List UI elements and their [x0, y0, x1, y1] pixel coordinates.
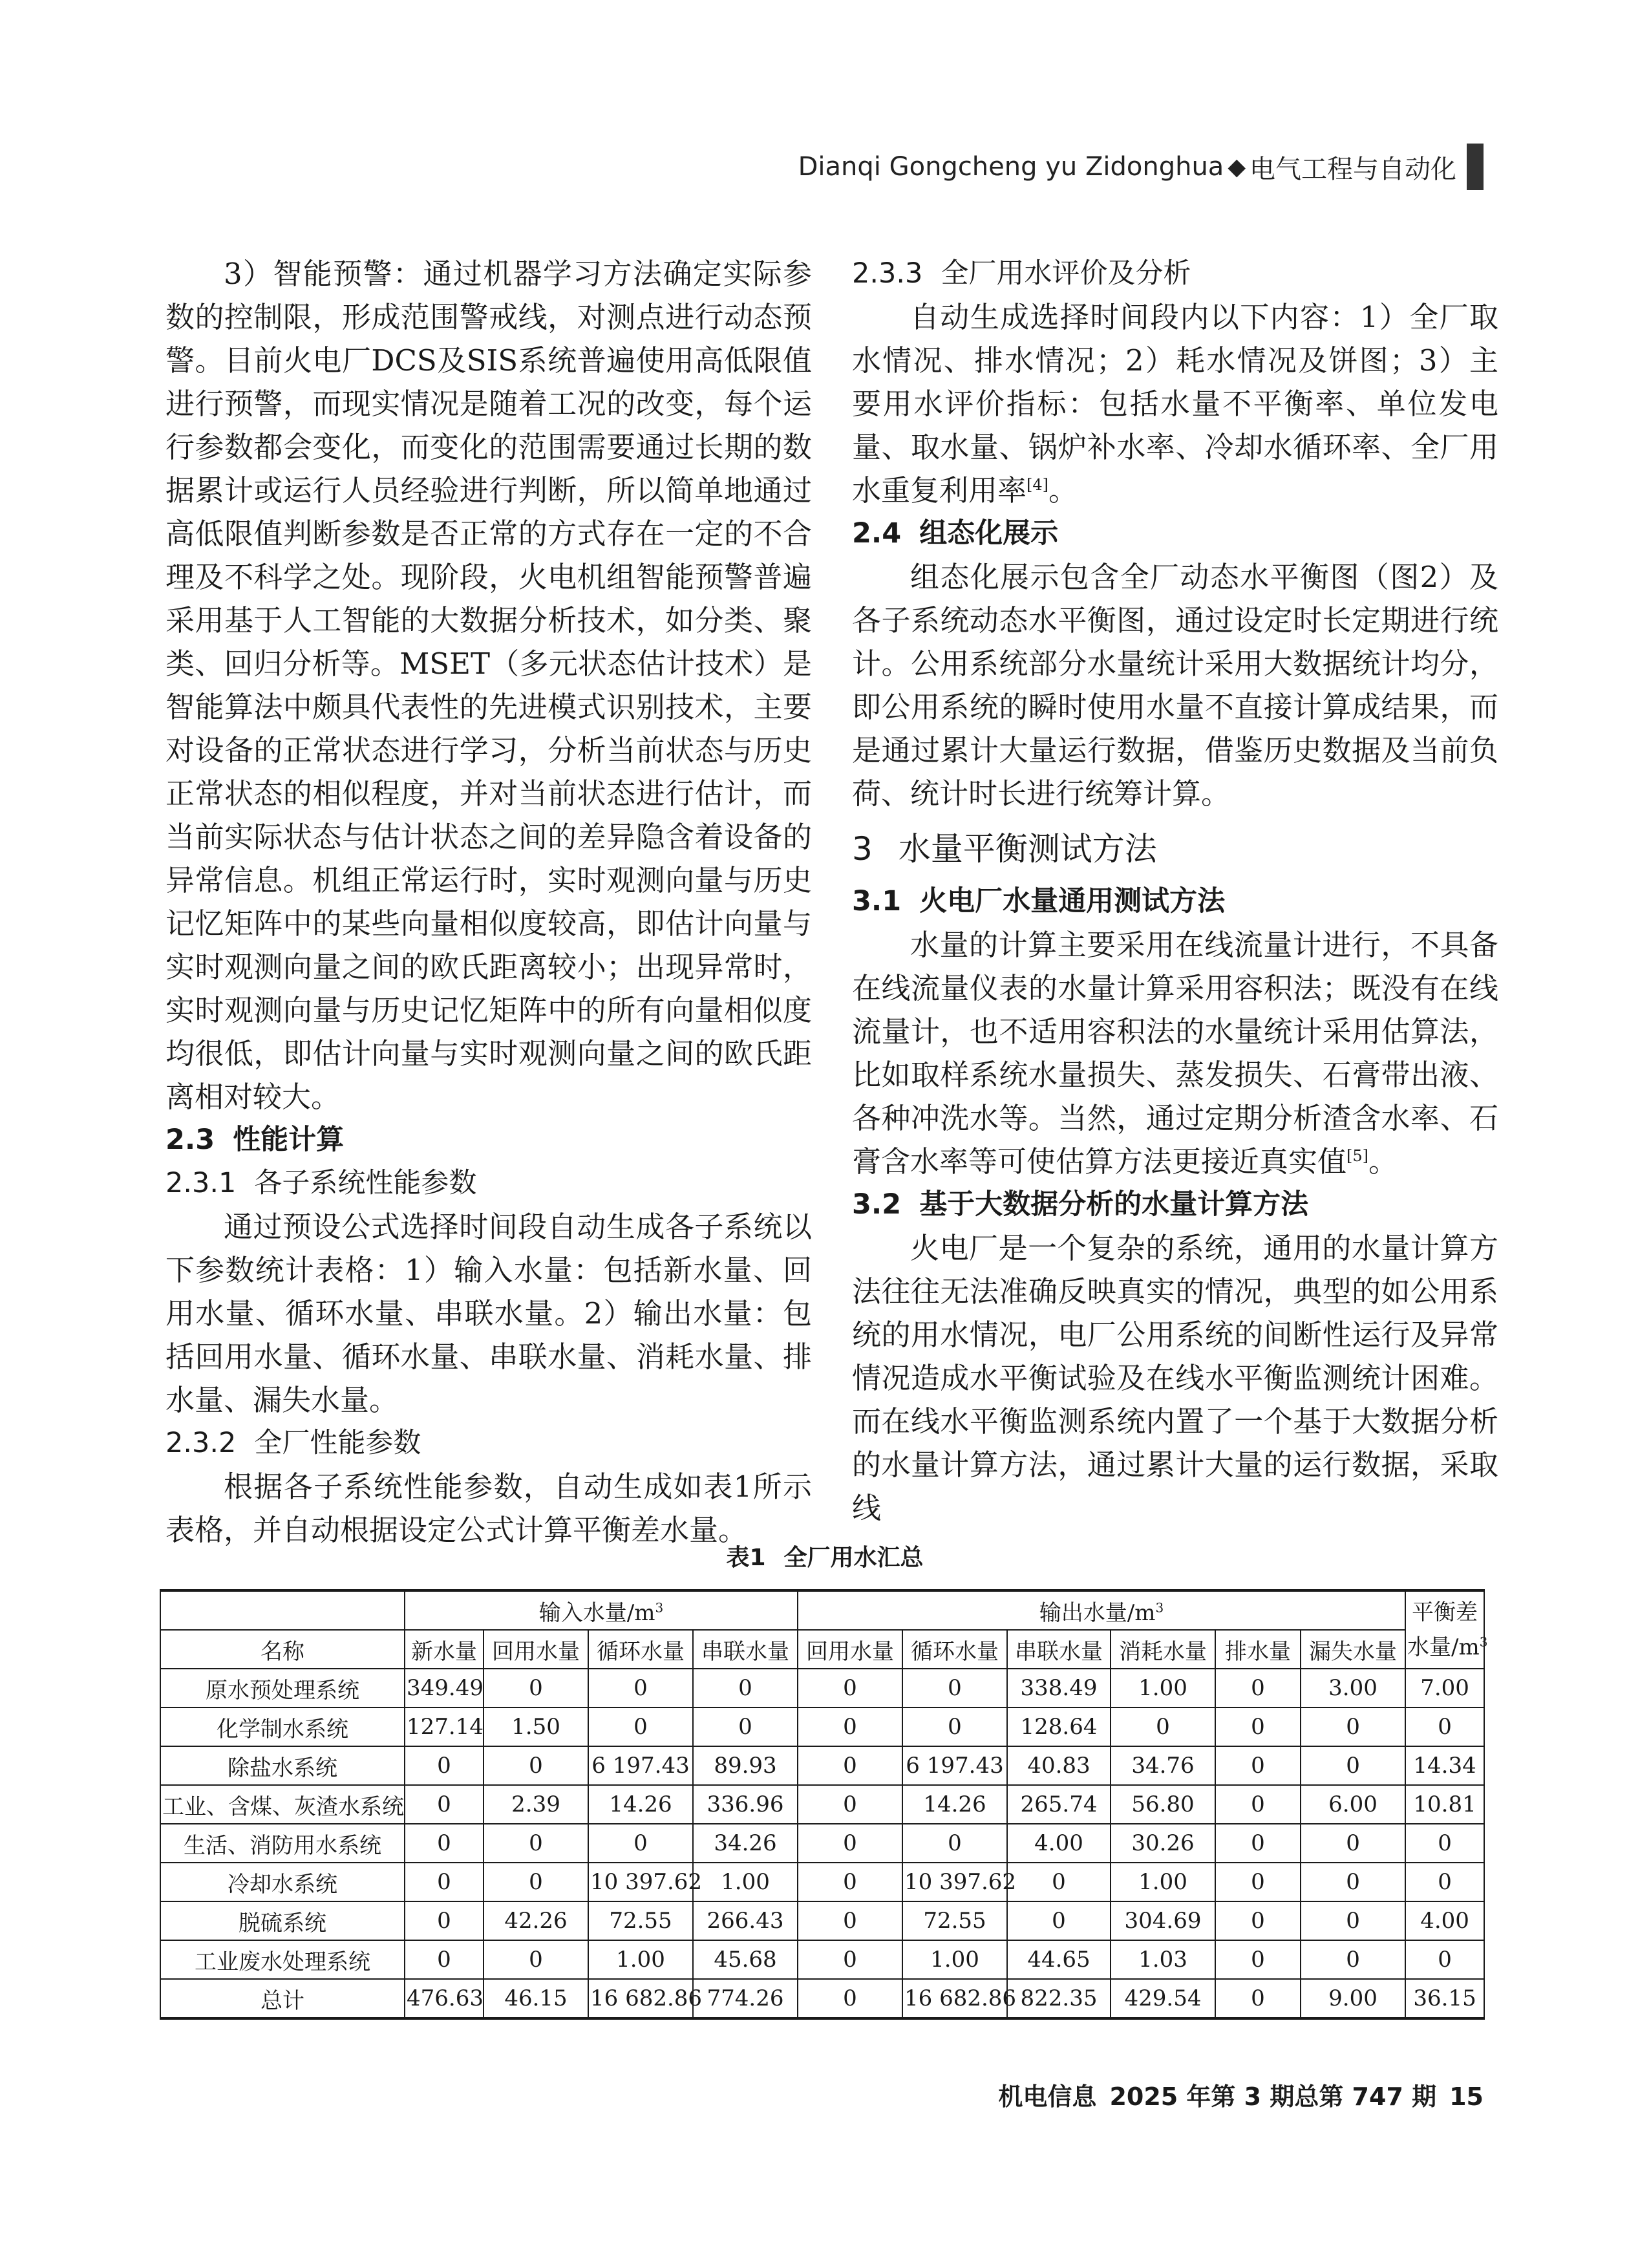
table-row — [160, 1901, 1484, 1940]
value-cell: 349.49 — [405, 1669, 484, 1707]
value-cell: 0 — [405, 1940, 484, 1979]
value-cell: 0 — [484, 1940, 588, 1979]
system-name-cell: 生活、消防用水系统 — [160, 1824, 405, 1863]
value-cell: 0 — [484, 1669, 588, 1707]
paragraph-big-data-method: 火电厂是一个复杂的系统，通用的水量计算方法往往无法准确反映真实的情况，典型的如公用系统的用水情况，电厂公用系统的间断性运行及异常情况造成水平衡试验及在线水平衡监测统计困难。而在线水平衡监测系统内置了一个基于大数据分析的水量计算方法，通过累计大量的运行数据，采取线 — [852, 1231, 1498, 1525]
section-2-3-heading — [165, 1118, 812, 1162]
value-cell: 0 — [798, 1669, 902, 1707]
value-cell: 1.00 — [588, 1940, 693, 1979]
section-title: 组态化展示 — [919, 517, 1059, 550]
value-cell: 0 — [405, 1824, 484, 1863]
value-cell: 14.26 — [588, 1785, 693, 1824]
input-group-header — [405, 1590, 798, 1630]
value-cell: 429.54 — [1111, 1979, 1215, 2018]
value-cell: 6 197.43 — [588, 1746, 693, 1785]
value-cell: 0 — [588, 1824, 693, 1863]
system-name-cell: 总计 — [160, 1979, 405, 2018]
value-cell: 0 — [693, 1669, 798, 1707]
value-cell: 0 — [798, 1785, 902, 1824]
value-cell: 10.81 — [1405, 1785, 1484, 1824]
value-cell: 266.43 — [693, 1901, 798, 1940]
system-name-cell: 原水预处理系统 — [160, 1669, 405, 1707]
paragraph-configuration-display: 组态化展示包含全厂动态水平衡图（图2）及各子系统动态水平衡图，通过设定时长定期进行统计。公用系统部分水量统计采用大数据统计均分，即公用系统的瞬时使用水量不直接计算成结果，而是通过累计大量运行数据，借鉴历史数据及当前负荷、统计时长进行统筹计算。 — [852, 560, 1498, 811]
value-cell: 0 — [484, 1746, 588, 1785]
unit-superscript: 3 — [655, 1599, 664, 1616]
paragraph-end: 。 — [1048, 473, 1078, 508]
value-cell: 0 — [902, 1824, 1007, 1863]
value-cell: 40.83 — [1007, 1746, 1111, 1785]
paragraph-general-test-method — [852, 923, 1498, 1183]
value-cell: 0 — [693, 1707, 798, 1746]
section-title: 全厂性能参数 — [254, 1427, 421, 1459]
section-2-4-heading — [852, 512, 1498, 555]
output-group-label: 输出水量/m — [1039, 1599, 1156, 1626]
value-cell: 7.00 — [1405, 1669, 1484, 1707]
running-header — [798, 144, 1484, 190]
input-column-header: 新水量 — [405, 1630, 484, 1669]
value-cell: 0 — [484, 1863, 588, 1901]
value-cell: 0 — [1007, 1863, 1111, 1901]
value-cell: 0 — [1111, 1707, 1215, 1746]
value-cell: 0 — [405, 1863, 484, 1901]
value-cell: 1.50 — [484, 1707, 588, 1746]
reference-4: [4] — [1027, 476, 1049, 494]
value-cell: 0 — [902, 1707, 1007, 1746]
value-cell: 56.80 — [1111, 1785, 1215, 1824]
unit-superscript: 3 — [1155, 1599, 1164, 1616]
value-cell: 0 — [1215, 1940, 1301, 1979]
value-cell: 336.96 — [693, 1785, 798, 1824]
section-number: 2.3.3 — [852, 257, 923, 290]
value-cell: 0 — [798, 1901, 902, 1940]
header-blank-cell — [160, 1590, 405, 1630]
system-name-cell: 工业废水处理系统 — [160, 1940, 405, 1979]
value-cell: 72.55 — [902, 1901, 1007, 1940]
section-3-2-heading — [852, 1183, 1498, 1226]
value-cell: 0 — [405, 1746, 484, 1785]
paragraph-text: 水量的计算主要采用在线流量计进行，不具备在线流量仪表的水量计算采用容积法；既没有在线流量计，也不适用容积法的水量统计采用估算法，比如取样系统水量损失、蒸发损失、石膏带出液、各种冲洗水等。当然，通过定期分析渣含水率、石膏含水率等可使估算方法更接近真实值 — [852, 928, 1498, 1179]
table-row — [160, 1940, 1484, 1979]
left-column — [165, 252, 812, 1552]
value-cell: 0 — [1215, 1863, 1301, 1901]
value-cell: 0 — [902, 1669, 1007, 1707]
value-cell: 44.65 — [1007, 1940, 1111, 1979]
section-number: 2.3 — [165, 1124, 215, 1156]
value-cell: 34.26 — [693, 1824, 798, 1863]
value-cell: 0 — [798, 1863, 902, 1901]
value-cell: 822.35 — [1007, 1979, 1111, 2018]
value-cell: 0 — [1405, 1940, 1484, 1979]
value-cell: 0 — [1301, 1901, 1405, 1940]
value-cell: 34.76 — [1111, 1746, 1215, 1785]
value-cell: 476.63 — [405, 1979, 484, 2018]
system-name-cell: 化学制水系统 — [160, 1707, 405, 1746]
diamond-icon: ◆ — [1228, 153, 1246, 180]
paragraph-subsystem-params: 通过预设公式选择时间段自动生成各子系统以下参数统计表格：1）输入水量：包括新水量、回用水量、循环水量、串联水量。2）输出水量：包括回用水量、循环水量、串联水量、消耗水量、排水量、漏失水量。 — [165, 1210, 812, 1417]
section-title: 全厂用水评价及分析 — [941, 257, 1191, 290]
value-cell: 0 — [1215, 1824, 1301, 1863]
input-column-header: 串联水量 — [693, 1630, 798, 1669]
table-row — [160, 1785, 1484, 1824]
value-cell: 0 — [798, 1707, 902, 1746]
value-cell: 1.00 — [693, 1863, 798, 1901]
section-3-heading — [852, 824, 1498, 873]
value-cell: 0 — [798, 1746, 902, 1785]
reference-5: [5] — [1346, 1147, 1369, 1165]
page-footer — [985, 2077, 1484, 2112]
value-cell: 4.00 — [1007, 1824, 1111, 1863]
paragraph-water-evaluation — [852, 295, 1498, 512]
section-2-3-2-heading — [165, 1422, 812, 1465]
value-cell: 16 682.86 — [588, 1979, 693, 2018]
value-cell: 0 — [798, 1979, 902, 2018]
value-cell: 0 — [1215, 1707, 1301, 1746]
output-column-header: 循环水量 — [902, 1630, 1007, 1669]
value-cell: 0 — [1301, 1824, 1405, 1863]
value-cell: 45.68 — [693, 1940, 798, 1979]
output-column-header: 排水量 — [1215, 1630, 1301, 1669]
value-cell: 0 — [484, 1824, 588, 1863]
value-cell: 89.93 — [693, 1746, 798, 1785]
balance-header — [1405, 1590, 1488, 1669]
unit-superscript: 3 — [1479, 1634, 1488, 1650]
value-cell: 6 197.43 — [902, 1746, 1007, 1785]
value-cell: 0 — [1215, 1901, 1301, 1940]
value-cell: 128.64 — [1007, 1707, 1111, 1746]
value-cell: 0 — [1301, 1746, 1405, 1785]
name-column-header: 名称 — [160, 1630, 405, 1669]
table-row — [160, 1707, 1484, 1746]
value-cell: 0 — [588, 1707, 693, 1746]
value-cell: 0 — [1007, 1901, 1111, 1940]
input-column-header: 循环水量 — [588, 1630, 693, 1669]
system-name-cell: 工业、含煤、灰渣水系统 — [160, 1785, 405, 1824]
paragraph-end: 。 — [1368, 1144, 1398, 1179]
table-row — [160, 1863, 1484, 1901]
value-cell: 2.39 — [484, 1785, 588, 1824]
value-cell: 4.00 — [1405, 1901, 1484, 1940]
output-column-header: 串联水量 — [1007, 1630, 1111, 1669]
journal-name: 电气工程与自动化 — [1250, 154, 1456, 184]
table-row — [160, 1746, 1484, 1785]
section-title: 各子系统性能参数 — [254, 1167, 477, 1199]
footer-issue: 2025 年第 3 期总第 747 期 — [1109, 2082, 1437, 2111]
value-cell: 16 682.86 — [902, 1979, 1007, 2018]
section-title: 火电厂水量通用测试方法 — [919, 885, 1226, 917]
system-name-cell: 除盐水系统 — [160, 1746, 405, 1785]
output-group-header — [798, 1590, 1405, 1630]
section-2-3-3-heading — [852, 252, 1498, 295]
value-cell: 0 — [798, 1824, 902, 1863]
section-title: 基于大数据分析的水量计算方法 — [919, 1188, 1309, 1221]
value-cell: 14.34 — [1405, 1746, 1484, 1785]
value-cell: 0 — [588, 1669, 693, 1707]
section-number: 3 — [852, 830, 873, 868]
balance-label-line1: 平衡差 — [1412, 1599, 1478, 1625]
value-cell: 0 — [405, 1785, 484, 1824]
value-cell: 0 — [1215, 1746, 1301, 1785]
section-3-1-heading — [852, 880, 1498, 923]
section-2-3-1-heading — [165, 1162, 812, 1205]
value-cell: 72.55 — [588, 1901, 693, 1940]
value-cell: 127.14 — [405, 1707, 484, 1746]
value-cell: 14.26 — [902, 1785, 1007, 1824]
value-cell: 304.69 — [1111, 1901, 1215, 1940]
value-cell: 3.00 — [1301, 1669, 1405, 1707]
input-group-label: 输入水量/m — [538, 1599, 655, 1626]
value-cell: 0 — [798, 1940, 902, 1979]
value-cell: 265.74 — [1007, 1785, 1111, 1824]
section-number: 2.4 — [852, 517, 902, 550]
value-cell: 774.26 — [693, 1979, 798, 2018]
output-column-header: 漏失水量 — [1301, 1630, 1405, 1669]
input-column-header: 回用水量 — [484, 1630, 588, 1669]
section-number: 3.2 — [852, 1188, 902, 1221]
section-title: 性能计算 — [233, 1124, 345, 1156]
value-cell: 36.15 — [1405, 1979, 1484, 2018]
output-column-header: 回用水量 — [798, 1630, 902, 1669]
paragraph-plant-params: 根据各子系统性能参数，自动生成如表1所示表格，并自动根据设定公式计算平衡差水量。 — [165, 1470, 812, 1547]
value-cell: 10 397.62 — [588, 1863, 693, 1901]
value-cell: 338.49 — [1007, 1669, 1111, 1707]
table-caption — [165, 1539, 1484, 1578]
value-cell: 9.00 — [1301, 1979, 1405, 2018]
value-cell: 46.15 — [484, 1979, 588, 2018]
value-cell: 1.00 — [1111, 1669, 1215, 1707]
value-cell: 0 — [1405, 1824, 1484, 1863]
value-cell: 0 — [1215, 1979, 1301, 2018]
table-row — [160, 1979, 1484, 2018]
value-cell: 0 — [1301, 1707, 1405, 1746]
value-cell: 0 — [1405, 1863, 1484, 1901]
column-header-row — [160, 1630, 1484, 1669]
table-title: 全厂用水汇总 — [783, 1545, 924, 1571]
value-cell: 0 — [1215, 1669, 1301, 1707]
value-cell: 0 — [1215, 1785, 1301, 1824]
value-cell: 0 — [1301, 1863, 1405, 1901]
footer-journal: 机电信息 — [998, 2082, 1097, 2111]
value-cell: 6.00 — [1301, 1785, 1405, 1824]
section-number: 3.1 — [852, 885, 902, 917]
section-number: 2.3.2 — [165, 1427, 237, 1459]
value-cell: 30.26 — [1111, 1824, 1215, 1863]
water-summary-table — [160, 1589, 1488, 2020]
paragraph-text: 自动生成选择时间段内以下内容：1）全厂取水情况、排水情况；2）耗水情况及饼图；3）主要用水评价指标：包括水量不平衡率、单位发电量、取水量、锅炉补水率、冷却水循环率、全厂用水重复利用率 — [852, 300, 1498, 508]
table-row — [160, 1824, 1484, 1863]
value-cell: 0 — [1301, 1940, 1405, 1979]
paragraph-smart-warning: 3）智能预警：通过机器学习方法确定实际参数的控制限，形成范围警戒线，对测点进行动态预警。目前火电厂DCS及SIS系统普遍使用高低限值进行预警，而现实情况是随着工况的改变，每个运行参数都会变化，而变化的范围需要通过长期的数据累计或运行人员经验进行判断，所以简单地通过高低限值判断参数是否正常的方式存在一定的不合理及不科学之处。现阶段，火电机组智能预警普遍采用基于人工智能的大数据分析技术，如分类、聚类、回归分析等。MSET（多元状态估计技术）是智能算法中颇具代表性的先进模式识别技术，主要对设备的正常状态进行学习，分析当前状态与历史正常状态的相似程度，并对当前状态进行估计，而当前实际状态与估计状态之间的差异隐含着设备的异常信息。机组正常运行时，实时观测向量与历史记忆矩阵中的某些向量相似度较高，即估计向量与实时观测向量之间的欧氏距离较小；出现异常时，实时观测向量与历史记忆矩阵中的所有向量相似度均很低，即估计向量与实时观测向量之间的欧氏距离相对较大。 — [165, 257, 812, 1114]
balance-label-line2: 水量/m — [1407, 1634, 1480, 1660]
page-number: 15 — [1449, 2082, 1484, 2111]
table-row — [160, 1669, 1484, 1707]
section-title: 水量平衡测试方法 — [898, 830, 1157, 868]
section-number: 2.3.1 — [165, 1167, 237, 1199]
value-cell: 1.00 — [1111, 1863, 1215, 1901]
value-cell: 0 — [1405, 1707, 1484, 1746]
value-cell: 1.00 — [902, 1940, 1007, 1979]
system-name-cell: 脱硫系统 — [160, 1901, 405, 1940]
system-name-cell: 冷却水系统 — [160, 1863, 405, 1901]
value-cell: 0 — [405, 1901, 484, 1940]
table-label: 表1 — [726, 1545, 766, 1571]
header-bar — [1467, 144, 1484, 190]
value-cell: 42.26 — [484, 1901, 588, 1940]
journal-pinyin: Dianqi Gongcheng yu Zidonghua — [798, 152, 1224, 182]
value-cell: 10 397.62 — [902, 1863, 1007, 1901]
table-body — [160, 1669, 1484, 2018]
value-cell: 1.03 — [1111, 1940, 1215, 1979]
output-column-header: 消耗水量 — [1111, 1630, 1215, 1669]
right-column — [852, 252, 1498, 1530]
